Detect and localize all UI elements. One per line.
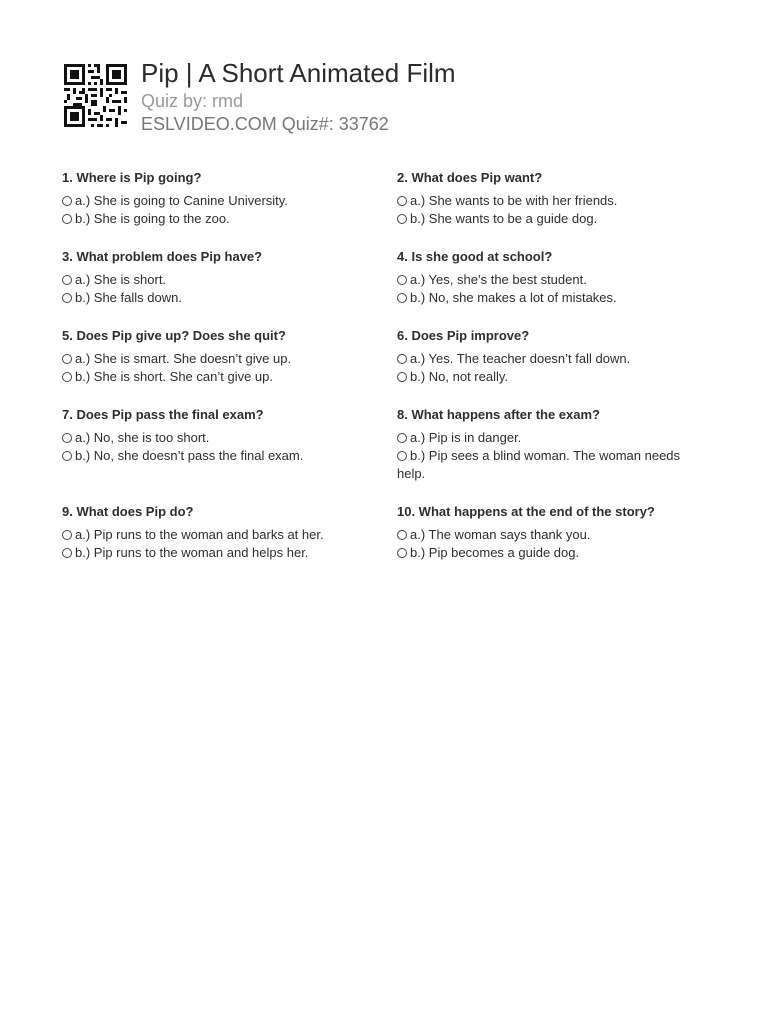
option-label: b.) She wants to be a guide dog. [410, 211, 598, 226]
answer-option[interactable] [397, 526, 702, 544]
question-text: 5. Does Pip give up? Does she quit? [62, 328, 286, 343]
question-8 [397, 406, 702, 483]
answer-option[interactable] [397, 289, 702, 307]
option-label: b.) She is short. She can’t give up. [75, 369, 273, 384]
quiz-author: Quiz by: rmd [141, 91, 244, 111]
radio-icon[interactable] [62, 354, 72, 364]
option-label: a.) No, she is too short. [75, 430, 210, 445]
answer-option[interactable] [397, 350, 702, 368]
option-label: a.) The woman says thank you. [410, 527, 591, 542]
option-label: b.) Pip runs to the woman and helps her. [75, 545, 309, 560]
radio-icon[interactable] [397, 275, 407, 285]
answer-option[interactable] [397, 447, 702, 483]
radio-icon[interactable] [62, 214, 72, 224]
radio-icon[interactable] [62, 530, 72, 540]
option-label: a.) Yes. The teacher doesn’t fall down. [410, 351, 631, 366]
question-9 [62, 503, 397, 562]
option-label: a.) Yes, she’s the best student. [410, 272, 587, 287]
question-1 [62, 169, 397, 228]
radio-icon[interactable] [62, 196, 72, 206]
question-3 [62, 248, 397, 307]
option-label: b.) Pip sees a blind woman. The woman needs help. [397, 448, 681, 481]
radio-icon[interactable] [397, 530, 407, 540]
answer-option[interactable] [62, 289, 397, 307]
radio-icon[interactable] [397, 372, 407, 382]
option-label: b.) No, not really. [410, 369, 509, 384]
answer-option[interactable] [62, 350, 397, 368]
radio-icon[interactable] [62, 451, 72, 461]
question-2 [397, 169, 702, 228]
option-label: b.) Pip becomes a guide dog. [410, 545, 580, 560]
answer-option[interactable] [397, 210, 702, 228]
answer-option[interactable] [397, 368, 702, 386]
answer-option[interactable] [62, 544, 397, 562]
answer-option[interactable] [397, 544, 702, 562]
quiz-title: Pip | A Short Animated Film [141, 58, 456, 88]
qr-code-icon [64, 64, 127, 127]
answer-option[interactable] [397, 192, 702, 210]
question-text: 7. Does Pip pass the final exam? [62, 407, 264, 422]
radio-icon[interactable] [397, 354, 407, 364]
question-7 [62, 406, 397, 483]
radio-icon[interactable] [397, 451, 407, 461]
radio-icon[interactable] [397, 214, 407, 224]
question-text: 8. What happens after the exam? [397, 407, 600, 422]
radio-icon[interactable] [397, 433, 407, 443]
option-label: a.) She wants to be with her friends. [410, 193, 618, 208]
question-5 [62, 327, 397, 386]
radio-icon[interactable] [62, 275, 72, 285]
question-10 [397, 503, 702, 562]
radio-icon[interactable] [62, 548, 72, 558]
option-label: a.) She is short. [75, 272, 167, 287]
question-text: 1. Where is Pip going? [62, 170, 202, 185]
question-text: 3. What problem does Pip have? [62, 249, 263, 264]
option-label: a.) She is going to Canine University. [75, 193, 288, 208]
option-label: b.) She falls down. [75, 290, 182, 305]
question-4 [397, 248, 702, 307]
answer-option[interactable] [62, 429, 397, 447]
question-text: 4. Is she good at school? [397, 249, 553, 264]
option-label: b.) No, she makes a lot of mistakes. [410, 290, 617, 305]
quiz-number: ESLVIDEO.COM Quiz#: 33762 [141, 114, 389, 134]
answer-option[interactable] [397, 429, 702, 447]
answer-option[interactable] [62, 526, 397, 544]
radio-icon[interactable] [397, 196, 407, 206]
answer-option[interactable] [62, 210, 397, 228]
question-text: 2. What does Pip want? [397, 170, 543, 185]
radio-icon[interactable] [62, 372, 72, 382]
question-grid [62, 169, 702, 582]
answer-option[interactable] [397, 271, 702, 289]
question-text: 10. What happens at the end of the story? [397, 504, 655, 519]
answer-option[interactable] [62, 192, 397, 210]
radio-icon[interactable] [62, 433, 72, 443]
option-label: b.) No, she doesn’t pass the final exam. [75, 448, 304, 463]
question-6 [397, 327, 702, 386]
radio-icon[interactable] [397, 548, 407, 558]
option-label: a.) Pip runs to the woman and barks at her. [75, 527, 324, 542]
option-label: b.) She is going to the zoo. [75, 211, 230, 226]
question-text: 6. Does Pip improve? [397, 328, 530, 343]
option-label: a.) She is smart. She doesn’t give up. [75, 351, 292, 366]
radio-icon[interactable] [62, 293, 72, 303]
answer-option[interactable] [62, 368, 397, 386]
answer-option[interactable] [62, 447, 397, 465]
question-text: 9. What does Pip do? [62, 504, 194, 519]
quiz-header [64, 56, 704, 136]
option-label: a.) Pip is in danger. [410, 430, 522, 445]
answer-option[interactable] [62, 271, 397, 289]
radio-icon[interactable] [397, 293, 407, 303]
